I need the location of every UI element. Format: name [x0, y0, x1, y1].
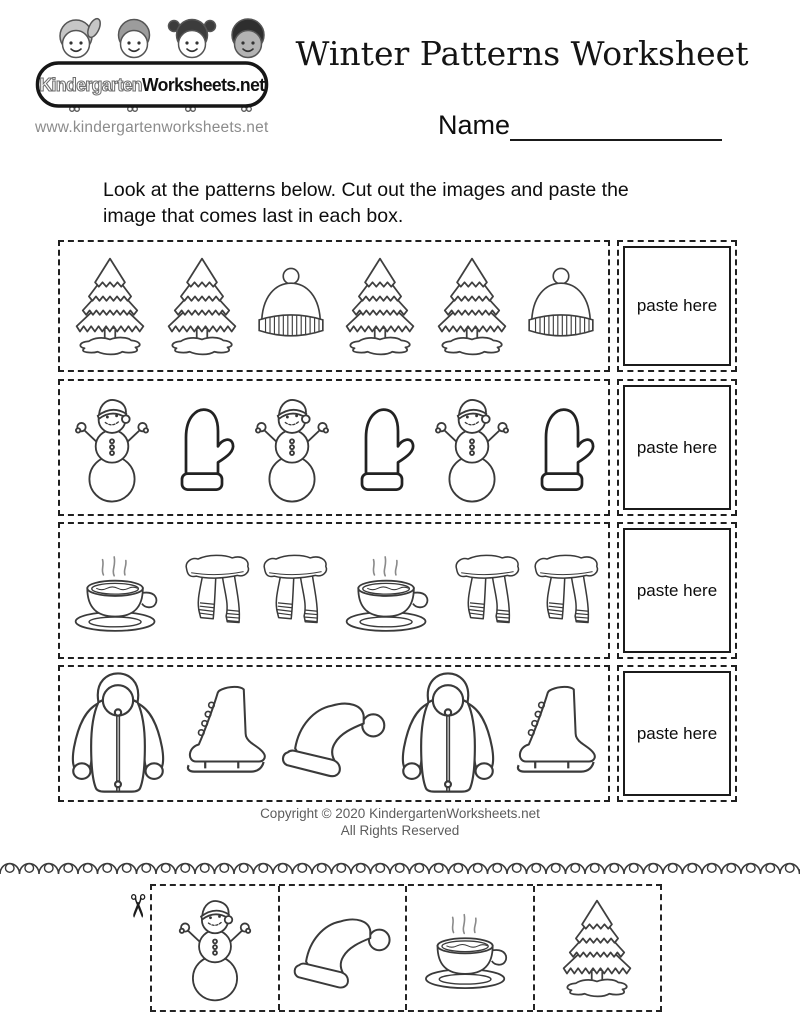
name-line: [438, 110, 722, 141]
paste-box-2: [617, 379, 737, 516]
pattern-item-tree: [336, 256, 424, 357]
logo-wordmark: [39, 64, 265, 105]
pattern-item-cocoa: [64, 546, 176, 636]
scallop-divider: [0, 851, 800, 878]
pattern-item-tree: [428, 256, 516, 357]
pattern-row-1: [58, 240, 737, 372]
pattern-item-snowman: [66, 390, 158, 506]
site-url: www.kindergartenworksheets.net: [35, 119, 269, 136]
paste-box-1: [617, 240, 737, 372]
pattern-item-scarf: [257, 542, 333, 640]
paste-here-label: paste here: [636, 580, 718, 600]
pattern-item-beanie: [520, 266, 602, 346]
site-logo: [34, 10, 270, 118]
pattern-item-skate: [174, 682, 275, 785]
pattern-item-snowman: [246, 390, 338, 506]
pattern-item-tree: [66, 256, 154, 357]
paste-box-3: [617, 522, 737, 659]
name-label: Name: [438, 110, 511, 140]
cutout-cell-santa-hat: [280, 886, 408, 1010]
pattern-item-beanie: [250, 266, 332, 346]
copyright-text: Copyright © 2020 KindergartenWorksheets.net: [260, 806, 540, 821]
paste-here-label: paste here: [636, 296, 718, 315]
rights-text: All Rights Reserved: [340, 823, 460, 838]
pattern-item-mitten: [162, 398, 242, 498]
pattern-item-snowman: [426, 390, 518, 506]
cutout-item-tree: [553, 898, 641, 999]
cutout-item-snowman: [170, 893, 260, 1003]
page-title: Winter Patterns Worksheet: [295, 34, 749, 73]
footer: [0, 805, 800, 839]
pattern-item-tree: [158, 256, 246, 357]
pattern-box-2: [58, 379, 610, 516]
pattern-item-scarf: [528, 542, 604, 640]
paste-box-4: [617, 665, 737, 802]
logo-brand-part2: Worksheets.net: [141, 73, 265, 95]
cutout-strip: [150, 884, 662, 1012]
paste-box-inner-2: [623, 385, 731, 510]
cutout-cell-tree: [535, 886, 661, 1010]
pattern-item-scarf: [179, 542, 255, 640]
pattern-item-cocoa: [335, 546, 447, 636]
pattern-item-scarf: [449, 542, 525, 640]
pattern-item-mitten: [522, 398, 602, 498]
logo-brand-part1: Kindergarten: [39, 73, 142, 95]
paste-box-inner-4: [623, 671, 731, 796]
pattern-row-2: [58, 379, 737, 516]
paste-here-label: paste here: [636, 437, 718, 457]
pattern-item-mitten: [342, 398, 422, 498]
pattern-item-santa-hat: [276, 687, 391, 781]
pattern-box-4: [58, 665, 610, 802]
pattern-box-1: [58, 240, 610, 372]
paste-box-inner-3: [623, 528, 731, 653]
cutout-item-cocoa: [414, 904, 526, 993]
pattern-item-skate: [504, 682, 605, 785]
scissors-icon: ✂: [118, 892, 157, 920]
pattern-box-3: [58, 522, 610, 659]
paste-here-label: paste here: [636, 723, 718, 743]
name-blank-line: [510, 112, 722, 141]
cutout-cell-cocoa: [407, 886, 535, 1010]
pattern-row-4: [58, 665, 737, 802]
paste-box-inner-1: [623, 246, 731, 366]
pattern-item-coat: [393, 670, 503, 797]
cutout-cell-snowman: [152, 886, 280, 1010]
instructions-text: Look at the patterns below. Cut out the images and paste the image that comes last in each box.: [103, 179, 629, 227]
pattern-row-3: [58, 522, 737, 659]
cutout-item-santa-hat: [288, 904, 396, 992]
pattern-item-coat: [63, 670, 173, 797]
